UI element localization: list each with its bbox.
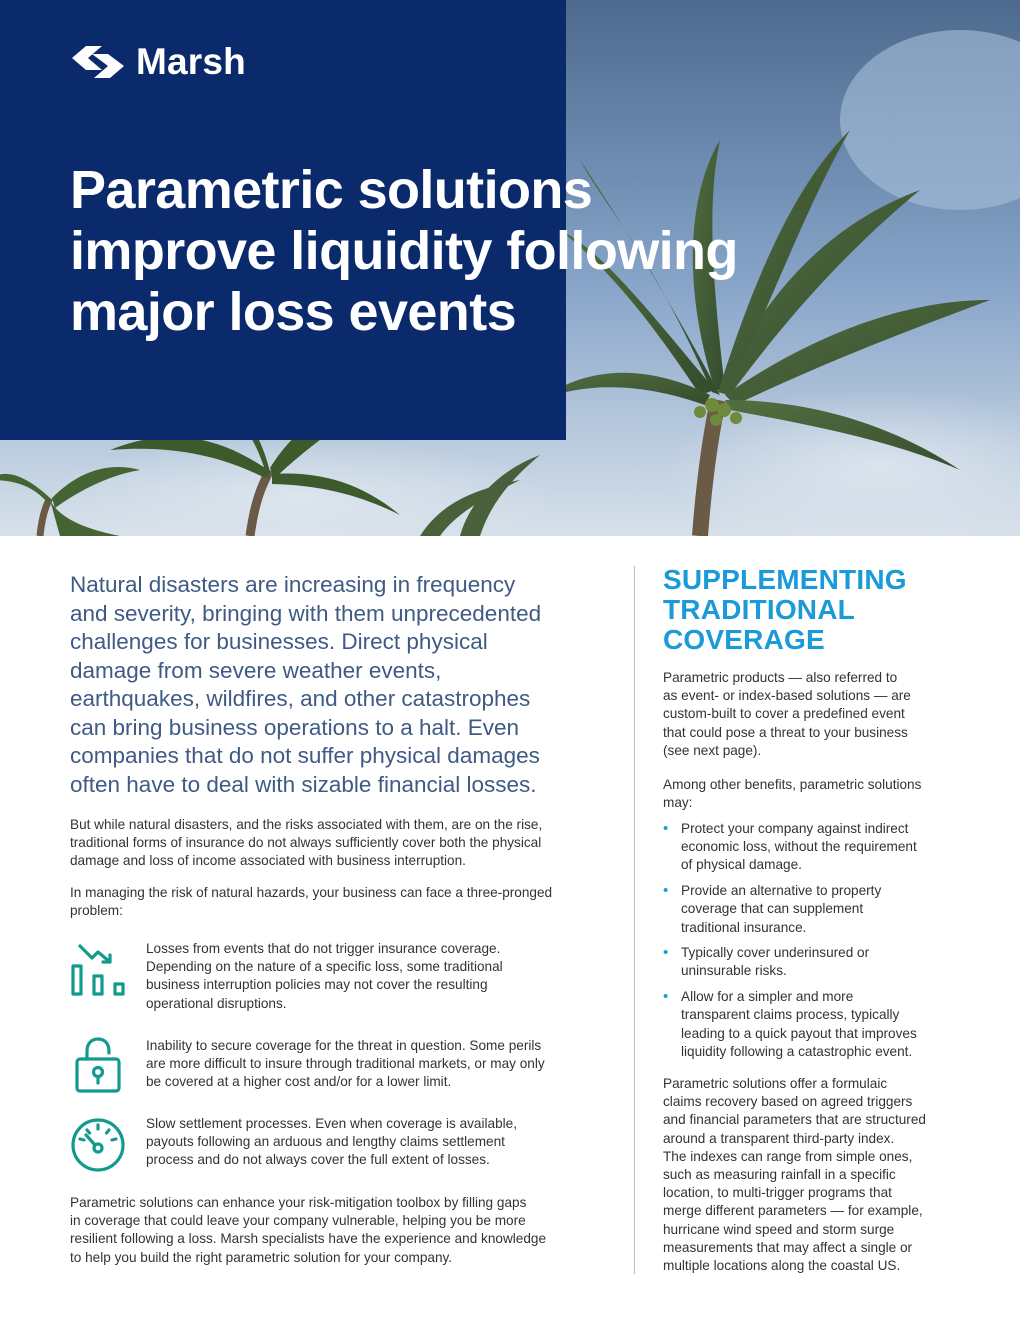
heading-line: COVERAGE xyxy=(663,624,825,655)
padlock-icon xyxy=(70,1037,128,1095)
text-line: Losses from events that do not trigger insurance coverage. xyxy=(146,941,501,956)
sidebar-paragraph-definition xyxy=(663,669,963,760)
text-line: measurements that may affect a single or xyxy=(663,1239,913,1255)
benefits-list xyxy=(663,820,963,1068)
text-line: coverage that can supplement xyxy=(681,901,864,917)
lead-line: damage from severe weather events, xyxy=(70,657,442,683)
text-line: The indexes can range from simple ones, xyxy=(663,1148,913,1164)
list-item xyxy=(663,820,963,875)
title-line: major loss events xyxy=(70,282,517,342)
declining-bar-chart-icon xyxy=(70,940,128,998)
text-line: traditional insurance. xyxy=(681,919,807,935)
logo-wordmark: Marsh xyxy=(136,41,246,82)
text-line: and financial parameters that are structured xyxy=(663,1112,926,1128)
body-paragraph-risks xyxy=(70,816,610,871)
issue-text xyxy=(146,1037,606,1092)
issue-text xyxy=(146,1115,606,1170)
sidebar-paragraph-formulaic xyxy=(663,1075,963,1275)
text-line: business interruption policies may not cover the resulting xyxy=(146,977,488,993)
bullet-icon: • xyxy=(663,820,669,837)
text-line: resilient following a loss. Marsh specialists have the experience and knowledge xyxy=(70,1231,547,1247)
body-paragraph-problem xyxy=(70,884,610,920)
text-line: be covered at a higher cost and/or for a lower limit. xyxy=(146,1074,452,1090)
column-divider xyxy=(634,566,635,1274)
text-line: that could pose a threat to your business xyxy=(663,724,908,740)
title-line: Parametric solutions xyxy=(70,160,593,220)
text-line: Protect your company against indirect xyxy=(681,821,909,836)
gauge-icon xyxy=(70,1115,128,1173)
text-line: multiple locations along the coastal US. xyxy=(663,1258,901,1274)
lead-line: challenges for businesses. Direct physical xyxy=(70,629,488,654)
text-line: damage and loss of income associated with business interruption. xyxy=(70,853,466,869)
title-line: improve liquidity following xyxy=(70,221,738,281)
text-line: uninsurable risks. xyxy=(681,963,787,979)
text-line: to help you build the right parametric solution for your company. xyxy=(70,1249,453,1265)
text-line: Depending on the nature of a specific loss, some traditional xyxy=(146,959,503,975)
text-line: leading to a quick payout that improves xyxy=(681,1025,917,1041)
lead-line: can bring business operations to a halt. Even xyxy=(70,714,520,740)
text-line: merge different parameters — for example, xyxy=(663,1203,923,1219)
text-line: are more difficult to insure through traditional markets, or may only xyxy=(146,1056,545,1072)
text-line: claims recovery based on agreed triggers xyxy=(663,1094,913,1110)
body-paragraph-toolbox xyxy=(70,1194,610,1267)
lead-line: companies that do not suffer physical damages xyxy=(70,743,540,768)
text-line: transparent claims process, typically xyxy=(681,1007,900,1023)
text-line: Parametric products — also referred to xyxy=(663,670,898,685)
sidebar-heading xyxy=(663,565,963,655)
lead-line: earthquakes, wildfires, and other catastrophes xyxy=(70,686,531,711)
text-line: Parametric solutions offer a formulaic xyxy=(663,1076,888,1091)
lead-paragraph xyxy=(70,571,618,799)
text-line: may: xyxy=(663,795,693,811)
text-line: liquidity following a catastrophic event. xyxy=(681,1043,913,1059)
heading-line: TRADITIONAL xyxy=(663,594,855,625)
page-title xyxy=(70,160,890,343)
text-line: such as measuring rainfall in a specific xyxy=(663,1167,896,1183)
list-item xyxy=(663,882,963,937)
marsh-logo xyxy=(70,42,246,82)
text-line: (see next page). xyxy=(663,742,762,758)
lead-line: often have to deal with sizable financial losses. xyxy=(70,771,537,797)
text-line: Typically cover underinsured or xyxy=(681,945,870,961)
sidebar-paragraph-benefits-intro xyxy=(663,776,963,812)
text-line: operational disruptions. xyxy=(146,995,287,1011)
text-line: payouts following an arduous and lengthy claims settlement xyxy=(146,1134,505,1150)
text-line: problem: xyxy=(70,903,123,919)
text-line: in coverage that could leave your company vulnerable, helping you be more xyxy=(70,1213,526,1229)
text-line: as event- or index-based solutions — are xyxy=(663,688,911,704)
text-line: In managing the risk of natural hazards, your business can face a three-pronged xyxy=(70,885,553,900)
bullet-icon: • xyxy=(663,944,669,962)
heading-line: SUPPLEMENTING xyxy=(663,564,907,595)
text-line: Inability to secure coverage for the threat in question. Some perils xyxy=(146,1038,542,1053)
text-line: of physical damage. xyxy=(681,857,802,873)
marsh-logo-icon xyxy=(70,44,126,80)
lead-line: and severity, bringing with them unprecedented xyxy=(70,600,542,626)
text-line: location, to multi-trigger programs that xyxy=(663,1185,892,1201)
text-line: Slow settlement processes. Even when coverage is available, xyxy=(146,1116,518,1131)
list-item xyxy=(663,988,963,1061)
lead-line: Natural disasters are increasing in frequency xyxy=(70,572,516,597)
text-line: But while natural disasters, and the risks associated with them, are on the rise, xyxy=(70,817,543,832)
bullet-icon: • xyxy=(663,882,669,900)
text-line: Provide an alternative to property xyxy=(681,883,882,899)
text-line: process and do not always cover the full extent of losses. xyxy=(146,1152,490,1168)
text-line: custom-built to cover a predefined event xyxy=(663,706,905,722)
list-item xyxy=(663,944,963,980)
text-line: economic loss, without the requirement xyxy=(681,839,917,855)
text-line: Allow for a simpler and more xyxy=(681,989,854,1005)
text-line: Parametric solutions can enhance your risk-mitigation toolbox by filling gaps xyxy=(70,1195,527,1210)
issue-text xyxy=(146,940,606,1013)
text-line: Among other benefits, parametric solutions xyxy=(663,777,922,792)
text-line: traditional forms of insurance do not always sufficiently cover both the physical xyxy=(70,835,542,851)
text-line: hurricane wind speed and storm surge xyxy=(663,1221,895,1237)
text-line: around a transparent third-party index. xyxy=(663,1130,895,1146)
bullet-icon: • xyxy=(663,988,669,1006)
